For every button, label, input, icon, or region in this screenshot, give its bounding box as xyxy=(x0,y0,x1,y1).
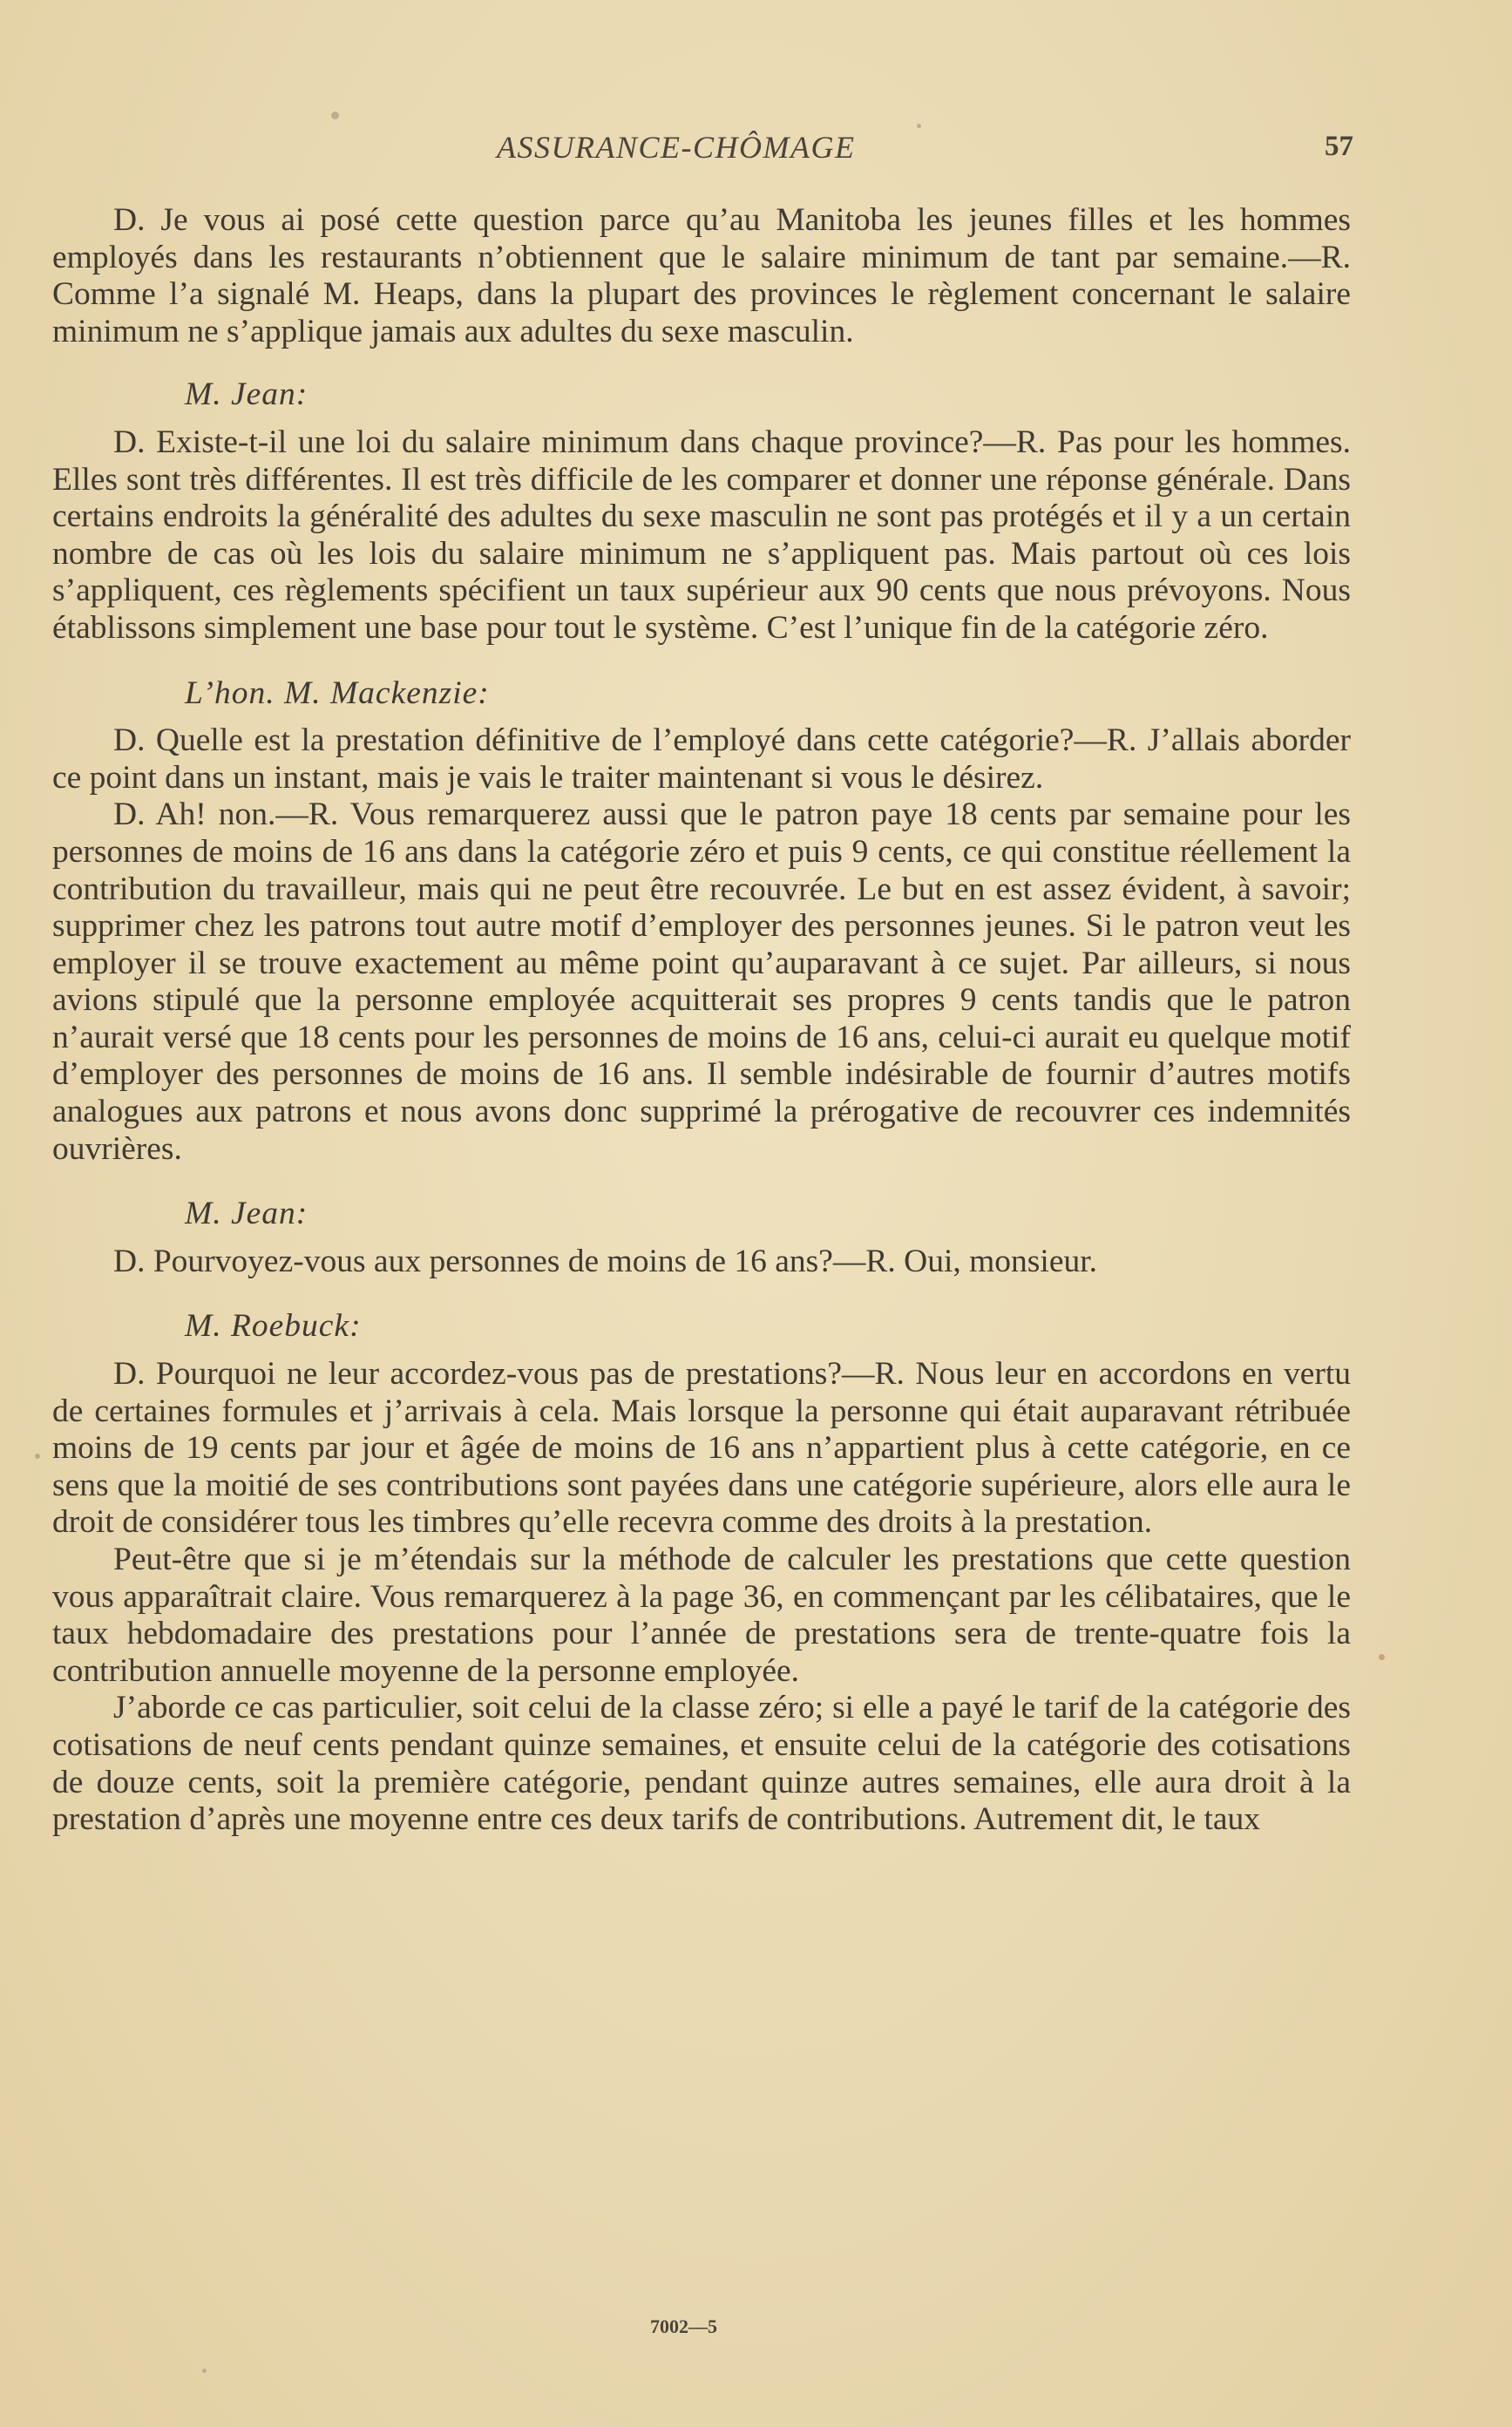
paragraph: D. Pourvoyez-vous aux personnes de moins de 16 ans?—R. Oui, monsieur. xyxy=(113,1243,1098,1279)
body-text xyxy=(52,202,1351,1839)
paragraph: D. Quelle est la prestation définitive de l’employé dans cette catégorie?—R. J’allais aborder ce point dans un instant, mais je vais le traiter maintenant si vous le désirez. xyxy=(52,722,1351,796)
paragraph: D. Ah! non.—R. Vous remarquerez aussi que le patron paye 18 cents par semaine pour les personnes de moins de 16 ans dans la catégorie zéro et puis 9 cents, ce qui constitue réellement la contribution du travailleur, mais qui ne peut être recouvrée. Le but en est assez évident, à savoir; supprimer chez les patrons tout autre motif d’employer des personnes jeunes. Si le patron veut les employer il se trouve exactement au même point qu’auparavant à ce sujet. Par ailleurs, si nous avions stipulé que la personne employée acquitterait ses propres 9 cents tandis que le patron n’aurait versé que 18 cents pour les personnes de moins de 16 ans, celui-ci aurait eu quelque motif d’employer des personnes de moins de 16 ans. Il semble indésirable de fournir d’autres motifs analogues aux patrons et nous avons donc supprimé la prérogative de recouvrer ces indemnités ouvrières. xyxy=(52,797,1351,1167)
paper-speck xyxy=(917,124,921,128)
paragraph: D. Existe-t-il une loi du salaire minimum dans chaque province?—R. Pas pour les hommes. Elles sont très différentes. Il est très difficile de les comparer et donner une réponse générale. Dans certains endroits la généralité des adultes du sexe masculin ne sont pas protégés et il y a un certain nombre de cas où les lois du salaire minimum ne s’appliquent pas. Mais partout où ces lois s’appliquent, ces règlements spécifient un taux supérieur aux 90 cents que nous prévoyons. Nous établissons simplement une base pour tout le système. C’est l’unique fin de la catégorie zéro. xyxy=(52,424,1351,646)
paper-speck xyxy=(35,1454,40,1459)
paragraph: D. Je vous ai posé cette question parce qu’au Manitoba les jeunes filles et les hommes employés dans les restaurants n’obtiennent que le salaire minimum de tant par semaine.—R. Comme l’a signalé M. Heaps, dans la plupart des provinces le règlement concernant le salaire minimum ne s’applique jamais aux adultes du sexe masculin. xyxy=(52,202,1351,349)
printer-signature: 7002—5 xyxy=(650,2315,717,2337)
paper-speck xyxy=(1379,1654,1385,1660)
speaker-heading: M. Jean: xyxy=(185,376,309,413)
paragraph: J’aborde ce cas particulier, soit celui de la classe zéro; si elle a payé le tarif de la catégorie des cotisations de neuf cents pendant quinze semaines, et ensuite celui de la catégorie des cotisations de douze cents, soit la première catégorie, pendant quinze autres semaines, elle aura droit à la prestation d’après une moyenne entre ces deux tarifs de contributions. Autrement dit, le taux xyxy=(52,1690,1351,1838)
paragraph: Peut-être que si je m’étendais sur la méthode de calculer les prestations que cette question vous apparaîtrait claire. Vous remarquerez à la page 36, en commençant par les célibataires, que le taux hebdomadaire des prestations pour l’année de prestations sera de trente-quatre fois la contribution annuelle moyenne de la personne employée. xyxy=(52,1542,1351,1689)
paper-speck xyxy=(202,2369,207,2373)
speaker-heading: M. Jean: xyxy=(185,1196,309,1232)
paragraph: D. Pourquoi ne leur accordez-vous pas de prestations?—R. Nous leur en accordons en vertu de certaines formules et j’arrivais à cela. Mais lorsque la personne qui était auparavant rétribuée moins de 19 cents par jour et âgée de moins de 16 ans n’appartient plus à cette catégorie, en ce sens que la moitié de ses contributions sont payées dans une catégorie supérieure, alors elle aura le droit de considérer tous les timbres qu’elle recevra comme des droits à la prestation. xyxy=(52,1356,1351,1541)
speaker-heading: M. Roebuck: xyxy=(185,1308,362,1345)
paper-speck xyxy=(331,112,339,119)
page-number: 57 xyxy=(1325,131,1353,162)
speaker-heading: L’hon. M. Mackenzie: xyxy=(185,675,490,711)
running-head-title: ASSURANCE-CHÔMAGE xyxy=(497,130,856,165)
